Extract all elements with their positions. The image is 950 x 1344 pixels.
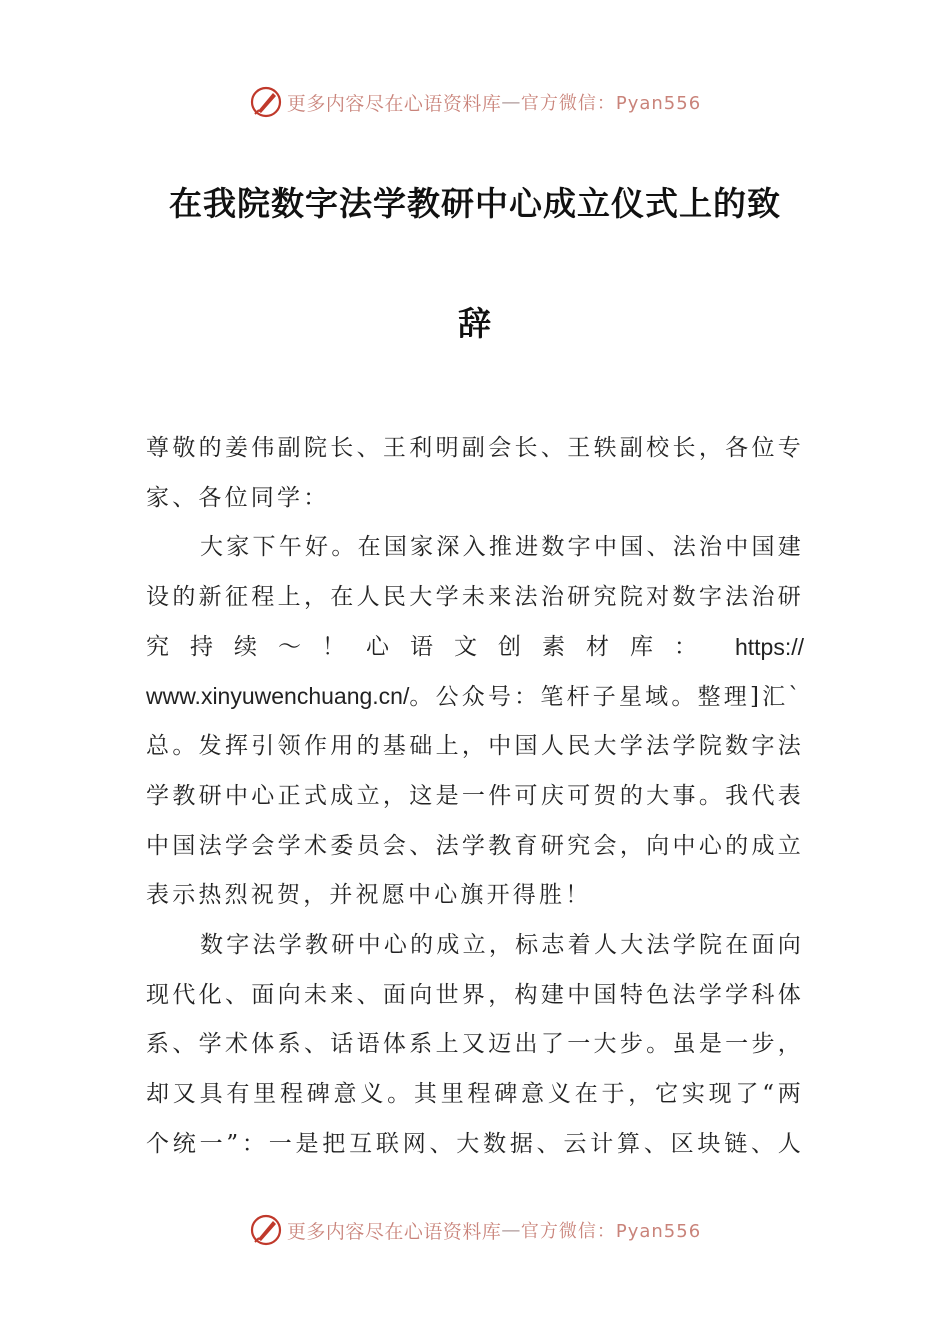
body-line: 现代化、面向未来、面向世界，构建中国特色法学学科体 bbox=[146, 981, 804, 1008]
watermark-contact: 官方微信：Pyan556 bbox=[520, 93, 702, 114]
quill-pen-icon bbox=[249, 1213, 283, 1247]
header-watermark bbox=[0, 82, 950, 122]
url-domain: www.xinyuwenchuang.cn/ bbox=[146, 683, 410, 710]
watermark-separator: — bbox=[501, 91, 521, 113]
document-title-line-2: 辞 bbox=[458, 304, 492, 343]
body-line: 中国法学会学术委员会、法学教育研究会，向中心的成立 bbox=[146, 832, 804, 859]
body-line: 设的新征程上，在人民大学未来法治研究院对数字法治研 bbox=[146, 584, 804, 611]
body-line: 个统一”：一是把互联网、大数据、云计算、区块链、人 bbox=[146, 1130, 804, 1157]
body-line: 学教研中心正式成立，这是一件可庆可贺的大事。我代表 bbox=[146, 782, 804, 809]
body-line: 数字法学教研中心的成立，标志着人大法学院在面向 bbox=[200, 931, 804, 958]
body-line: 家、各位同学： bbox=[146, 484, 330, 511]
body-line-text: 究持续～！心语文创素材库： bbox=[146, 633, 718, 660]
quill-pen-icon bbox=[249, 85, 283, 119]
watermark-text: 更多内容尽在心语资料库 bbox=[286, 92, 502, 115]
body-line: 系、学术体系、话语体系上又迈出了一大步。虽是一步， bbox=[146, 1031, 804, 1058]
body-line: 大家下午好。在国家深入推进数字中国、法治中国建 bbox=[200, 534, 804, 561]
body-line: 总。发挥引领作用的基础上，中国人民大学法学院数字法 bbox=[146, 733, 804, 760]
url-prefix: https:// bbox=[734, 633, 804, 660]
body-line-url bbox=[146, 672, 804, 722]
watermark-contact: 官方微信：Pyan556 bbox=[520, 1221, 702, 1242]
watermark-text: 更多内容尽在心语资料库 bbox=[286, 1220, 502, 1243]
watermark-separator: — bbox=[501, 1219, 521, 1241]
document-body bbox=[146, 424, 804, 1169]
body-line-with-url bbox=[146, 623, 804, 673]
footer-watermark bbox=[0, 1210, 950, 1250]
body-line: 尊敬的姜伟副院长、王利明副会长、王轶副校长，各位专 bbox=[146, 435, 804, 461]
body-line-text: 。公众号：笔杆子星域。整理]汇` bbox=[409, 684, 804, 711]
body-line: 却又具有里程碑意义。其里程碑意义在于，它实现了“两 bbox=[146, 1080, 804, 1107]
body-line: 表示热烈祝贺，并祝愿中心旗开得胜！ bbox=[146, 882, 592, 909]
document-title-line-1: 在我院数字法学教研中心成立仪式上的致 bbox=[169, 184, 781, 223]
